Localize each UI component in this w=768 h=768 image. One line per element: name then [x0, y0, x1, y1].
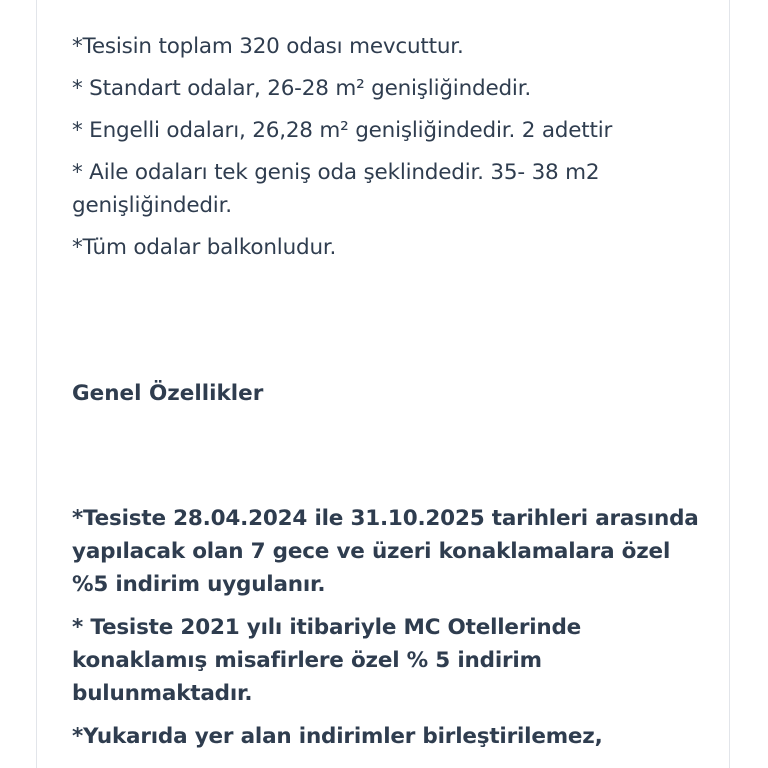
rooms-item-standard: * Standart odalar, 26-28 m² genişliğindedir. [72, 76, 531, 101]
hotel-info-content [72, 30, 712, 749]
general-features-section [72, 502, 712, 763]
general-item-discount-long-stay: *Tesiste 28.04.2024 ile 31.10.2025 tarihleri arasında yapılacak olan 7 gece ve üzeri konaklamalara özel %5 indirim uygulanır. [72, 506, 699, 597]
rooms-item-accessible: * Engelli odaları, 26,28 m² genişliğindedir. 2 adettir [72, 118, 613, 143]
general-item-discount-returning: * Tesiste 2021 yılı itibariyle MC Otellerinde konaklamış misafirlere özel % 5 indirim bulunmaktadır. [72, 615, 582, 706]
general-features-heading: Genel Özellikler [72, 381, 264, 406]
general-item-discount-note: *Yukarıda yer alan indirimler birleştirilemez, [72, 724, 603, 749]
rooms-item-total: *Tesisin toplam 320 odası mevcuttur. [72, 34, 464, 59]
rooms-item-family: * Aile odaları tek geniş oda şeklindedir. 35- 38 m2 genişliğindedir. [72, 160, 600, 218]
rooms-item-balcony: *Tüm odalar balkonludur. [72, 235, 337, 260]
rooms-section [72, 30, 712, 264]
